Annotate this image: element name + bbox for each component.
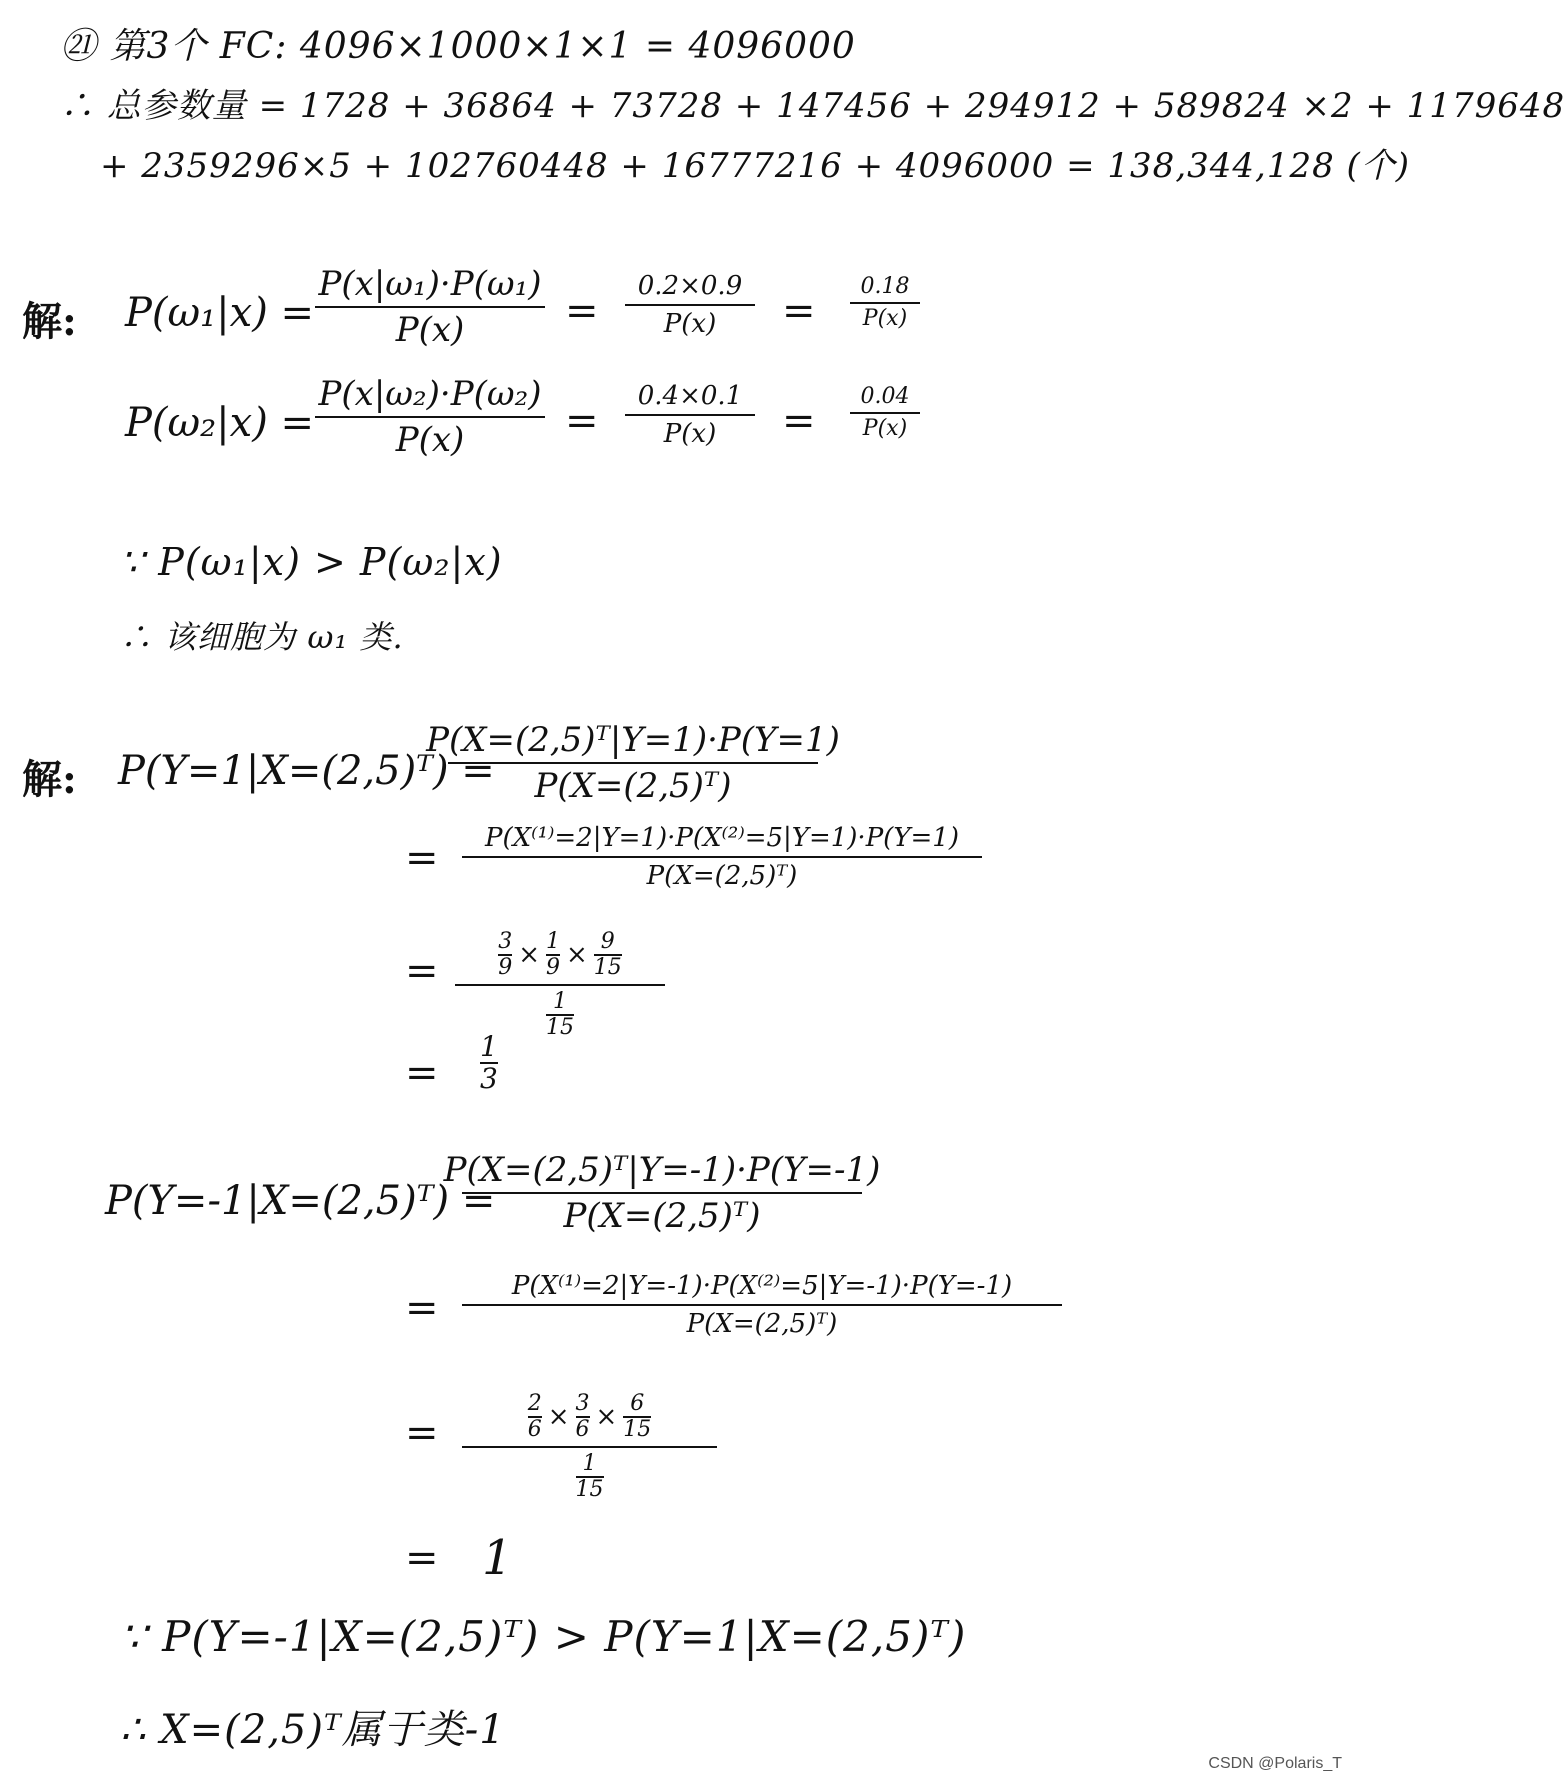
a-row2-eq3: = [782, 398, 816, 444]
b-step2-den: P(X=(2,5)ᵀ) [646, 861, 798, 891]
b-t2-eq: = [405, 1285, 439, 1331]
b-t2 [462, 1268, 1062, 1342]
fc-line-2: ∴ 总参数量 = 1728 + 36864 + 73728 + 147456 + 294912 + 589824 ×2 + 1179648 [60, 86, 1565, 126]
solution-a-label: 解: [22, 298, 77, 345]
b-step3-numerator [496, 930, 624, 980]
b-t3-frac-a: 2 6 [527, 1391, 542, 1442]
b-t3-eq: = [405, 1410, 439, 1456]
b-step3-frac-a: 3 9 [498, 929, 513, 980]
a-row2-frac1 [315, 372, 545, 462]
a-row2-frac1-den: P(x) [395, 420, 465, 460]
a-row2-frac2 [625, 378, 755, 452]
b-t3 [462, 1392, 717, 1502]
b-t4-eq: = [405, 1535, 439, 1581]
b-step3-frac-b: 1 9 [546, 929, 560, 980]
a-row2-frac2-num: 0.4×0.1 [637, 381, 743, 411]
b-t1-num: P(X=(2,5)ᵀ|Y=-1)·P(Y=-1) [443, 1150, 881, 1190]
a-row2-lhs: P(ω₂|x) = [125, 400, 315, 446]
fc-line-1: ㉑ 第3个 FC: 4096×1000×1×1 = 4096000 [60, 26, 856, 67]
a-row1-frac3-num: 0.18 [860, 274, 910, 299]
times-sign: × [518, 940, 540, 970]
a-row2-frac3-den: P(x) [862, 416, 908, 441]
b-step1-den: P(X=(2,5)ᵀ) [534, 766, 732, 806]
a-row1-frac2 [625, 268, 755, 342]
a-row2-eq2: = [565, 398, 599, 444]
b-t1 [443, 1148, 881, 1238]
times-sign: × [595, 1402, 618, 1432]
b-step2 [462, 820, 982, 894]
fc-line-3: + 2359296×5 + 102760448 + 16777216 + 4096000 = 138,344,128 (个) [100, 146, 1411, 186]
fraction-bar [462, 1446, 717, 1448]
b-t3-frac-b: 3 6 [575, 1391, 590, 1442]
b-step3 [455, 930, 665, 1040]
a-row1-eq2: = [565, 288, 599, 334]
fraction-bar [455, 984, 665, 986]
a-therefore: ∴ 该细胞为 ω₁ 类. [120, 618, 404, 656]
b-t3-numerator [526, 1392, 654, 1442]
a-row1-lhs: P(ω₁|x) = [125, 290, 315, 336]
b-step2-num: P(X⁽¹⁾=2|Y=1)·P(X⁽²⁾=5|Y=1)·P(Y=1) [485, 823, 959, 853]
solution-b-label: 解: [22, 756, 77, 803]
b-therefore: ∴ X=(2,5)ᵀ属于类-1 [120, 1707, 506, 1753]
b-t2-den: P(X=(2,5)ᵀ) [686, 1309, 838, 1339]
a-row1-frac1-num: P(x|ω₁)·P(ω₁) [318, 264, 542, 304]
b-step3-denominator: 1 15 [546, 989, 574, 1040]
a-because: ∵ P(ω₁|x) > P(ω₂|x) [120, 540, 503, 584]
a-row2-frac2-den: P(x) [663, 419, 717, 449]
b-step2-eq: = [405, 835, 439, 881]
b-lhs1: P(Y=1|X=(2,5)ᵀ) = [118, 748, 495, 794]
b-step3-eq: = [405, 948, 439, 994]
b-t3-denominator: 1 15 [575, 1451, 604, 1502]
a-row2-frac1-num: P(x|ω₂)·P(ω₂) [318, 374, 542, 414]
b-t1-den: P(X=(2,5)ᵀ) [563, 1196, 761, 1236]
b-step4-result: 1 3 [480, 1030, 498, 1095]
b-t3-frac-c: 6 15 [623, 1391, 652, 1442]
a-row1-frac2-num: 0.2×0.9 [637, 271, 743, 301]
a-row2-frac3-num: 0.04 [860, 384, 910, 409]
a-row1-eq3: = [782, 288, 816, 334]
a-row1-frac3 [850, 272, 920, 334]
times-sign: × [566, 940, 588, 970]
b-step1-num: P(X=(2,5)ᵀ|Y=1)·P(Y=1) [426, 720, 840, 760]
b-step4-eq: = [405, 1050, 439, 1096]
b-step1 [426, 718, 840, 808]
a-row2-frac3 [850, 382, 920, 444]
b-t2-num: P(X⁽¹⁾=2|Y=-1)·P(X⁽²⁾=5|Y=-1)·P(Y=-1) [511, 1271, 1013, 1301]
a-row1-frac3-den: P(x) [862, 306, 908, 331]
times-sign: × [547, 1402, 570, 1432]
b-t4-result: 1 [482, 1530, 513, 1586]
b-step3-frac-c: 9 15 [593, 929, 622, 980]
b-because: ∵ P(Y=-1|X=(2,5)ᵀ) > P(Y=1|X=(2,5)ᵀ) [120, 1612, 967, 1661]
a-row1-frac2-den: P(x) [663, 309, 717, 339]
b-lhs2: P(Y=-1|X=(2,5)ᵀ) = [105, 1178, 496, 1224]
a-row1-frac1-den: P(x) [395, 310, 465, 350]
watermark: CSDN @Polaris_T [1208, 1755, 1342, 1772]
a-row1-frac1 [315, 262, 545, 352]
